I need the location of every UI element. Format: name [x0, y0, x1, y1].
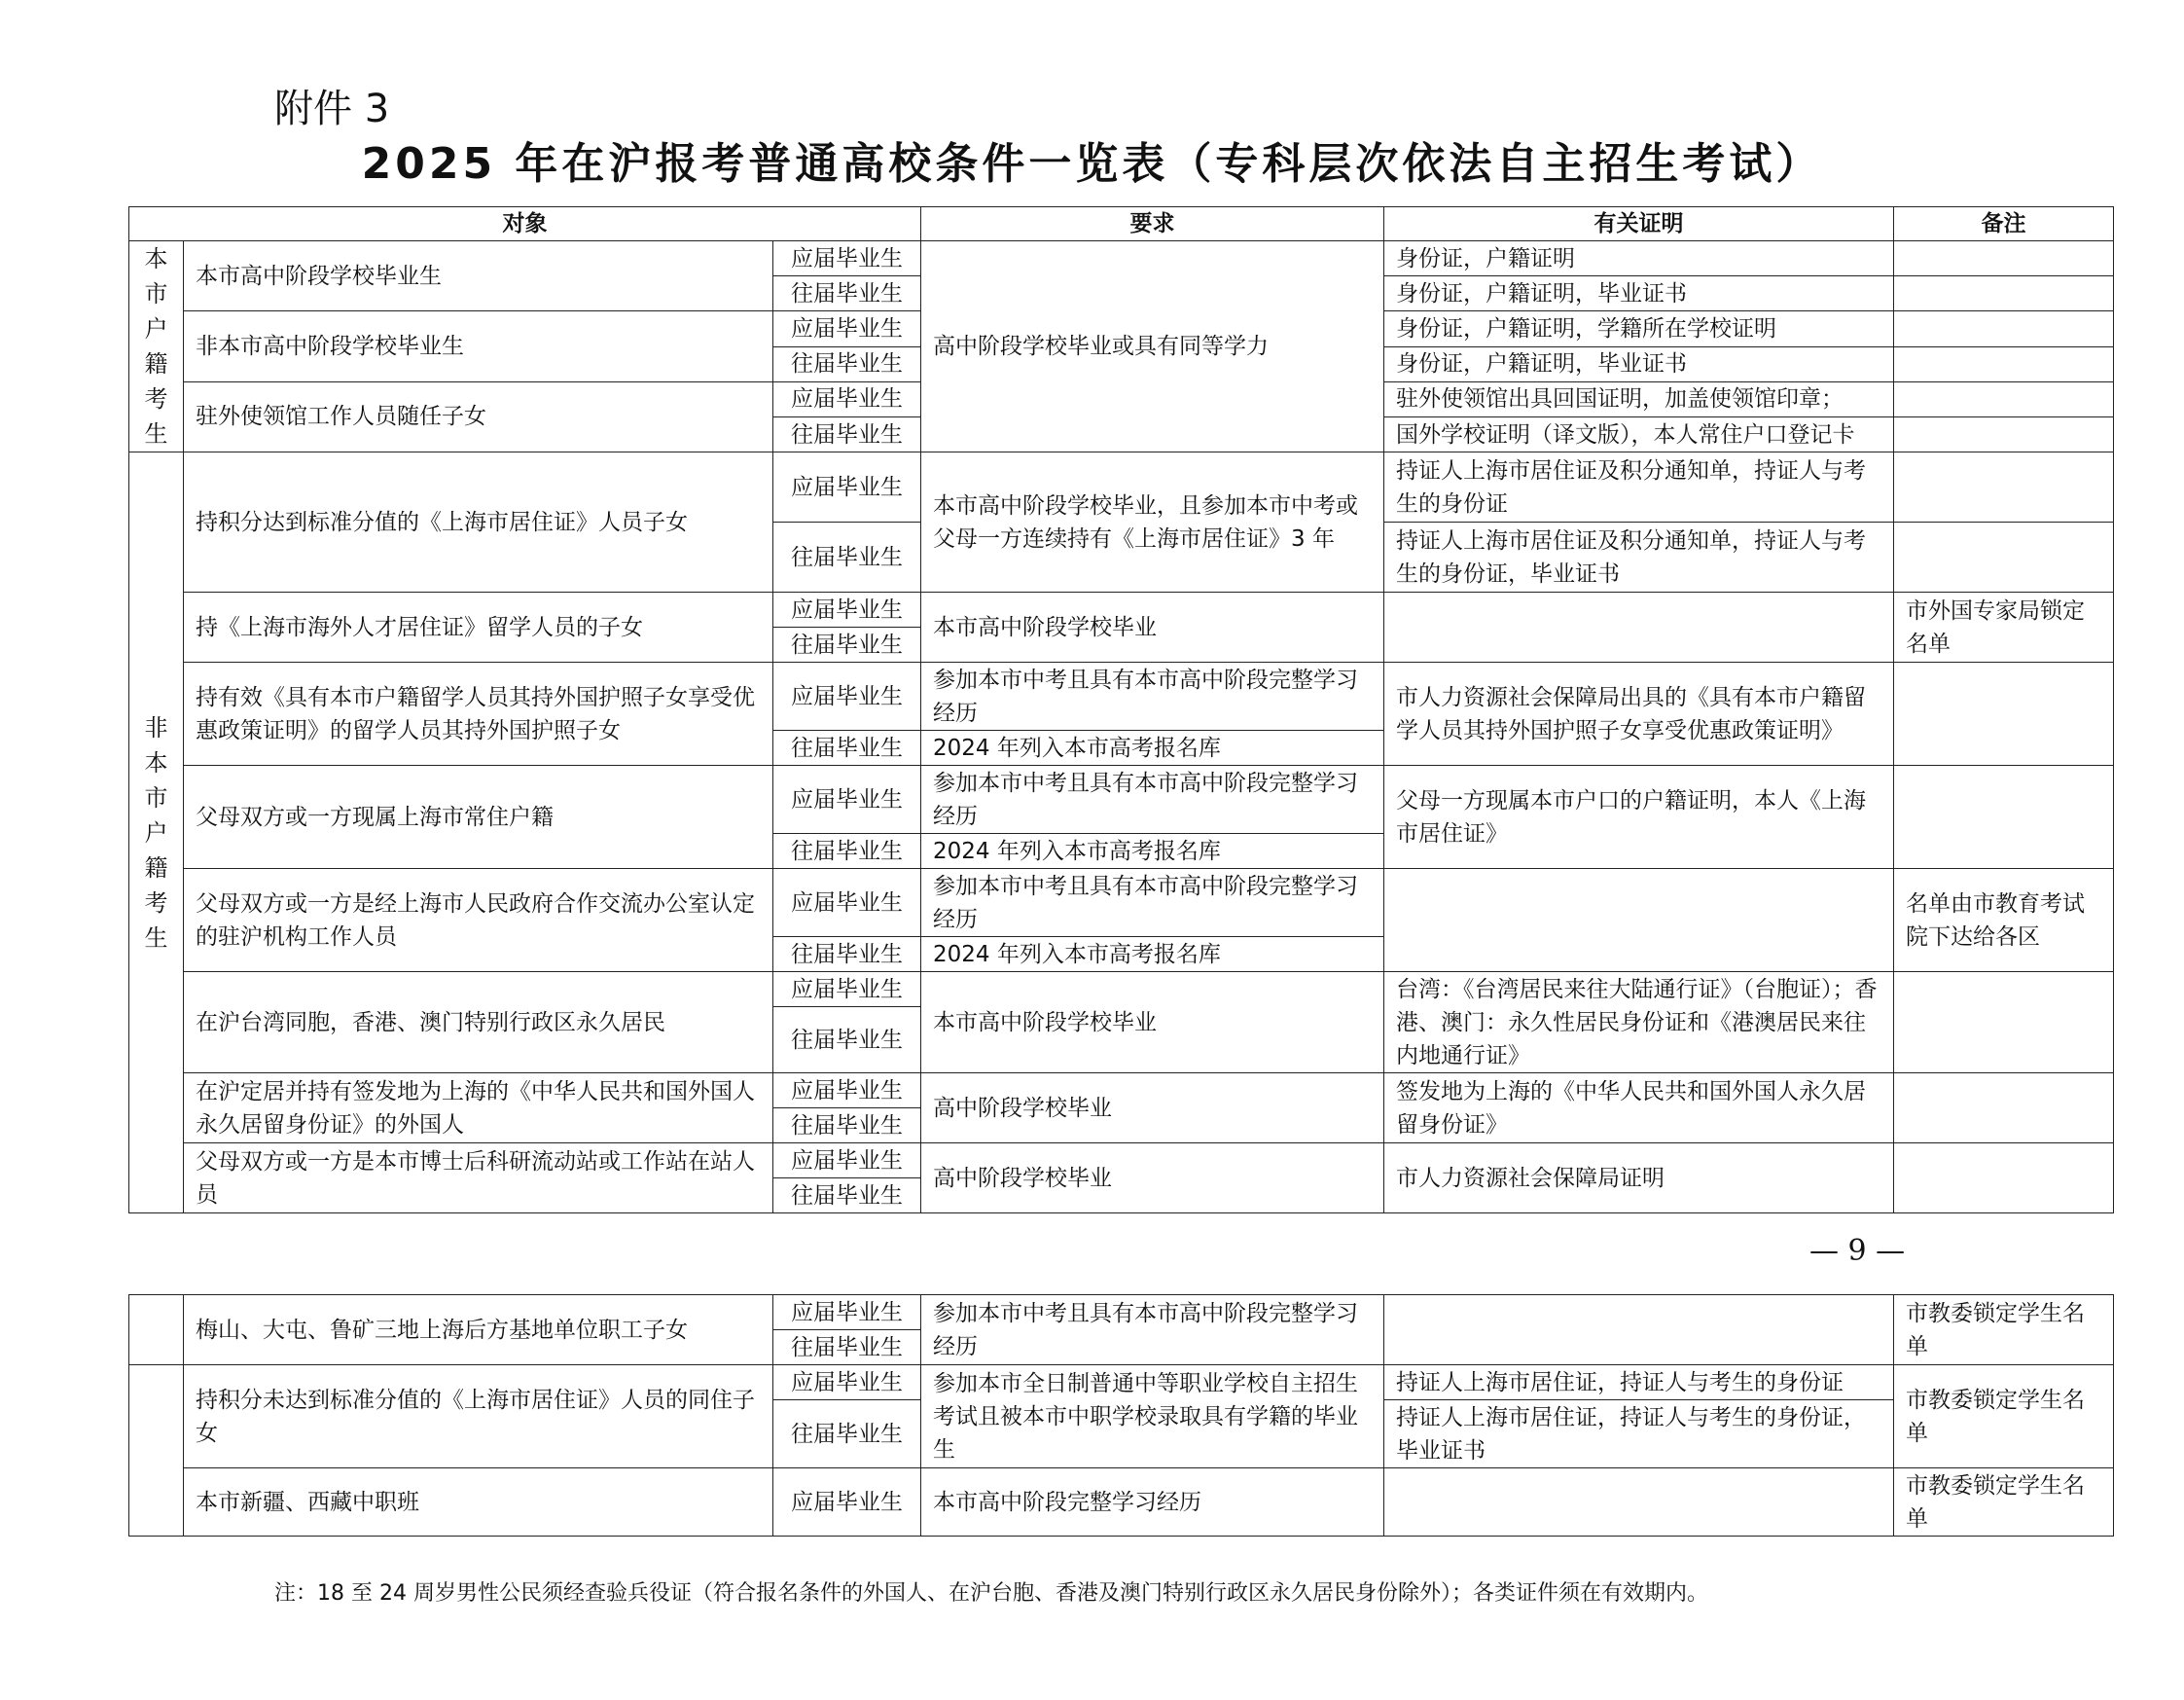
header-proof: 有关证明 [1384, 207, 1894, 241]
remark-cell [1894, 766, 2114, 869]
remark-cell [1894, 417, 2114, 452]
status-past: 往届毕业生 [773, 834, 921, 869]
remark-cell: 市教委锁定学生名单 [1894, 1295, 2114, 1365]
object-cell: 父母双方或一方现属上海市常住户籍 [184, 766, 773, 869]
table-row [129, 1143, 2114, 1178]
table-row [129, 1468, 2114, 1537]
group-local-label [129, 241, 184, 452]
object-cell: 持有效《具有本市户籍留学人员其持外国护照子女享受优惠政策证明》的留学人员其持外国护照子女 [184, 663, 773, 766]
status-past: 往届毕业生 [773, 417, 921, 452]
proof-cell: 父母一方现属本市户口的户籍证明，本人《上海市居住证》 [1384, 766, 1894, 869]
attachment-label: 附件 3 [274, 87, 390, 131]
page-title: 2025 年在沪报考普通高校条件一览表（专科层次依法自主招生考试） [361, 139, 1823, 189]
proof-cell [1384, 593, 1894, 663]
remark-cell: 名单由市教育考试院下达给各区 [1894, 869, 2114, 972]
page-number: — 9 — [1809, 1234, 1906, 1268]
requirement-cell: 本市高中阶段完整学习经历 [921, 1468, 1384, 1537]
proof-cell: 驻外使领馆出具回国证明，加盖使领馆印章； [1384, 381, 1894, 417]
requirement-cell: 2024 年列入本市高考报名库 [921, 731, 1384, 766]
footnote: 注：18 至 24 周岁男性公民须经查验兵役证（符合报名条件的外国人、在沪台胞、香港及澳门特别行政区永久居民身份除外）；各类证件须在有效期内。 [274, 1581, 1708, 1606]
remark-cell [1894, 972, 2114, 1073]
proof-cell: 身份证，户籍证明 [1384, 241, 1894, 276]
remark-cell [1894, 663, 2114, 766]
proof-cell: 持证人上海市居住证，持证人与考生的身份证 [1384, 1365, 1894, 1400]
requirement-cell: 参加本市中考且具有本市高中阶段完整学习经历 [921, 766, 1384, 834]
object-cell: 非本市高中阶段学校毕业生 [184, 311, 773, 382]
conditions-table [128, 206, 2114, 1213]
remark-cell [1894, 276, 2114, 311]
requirement-cell: 参加本市中考且具有本市高中阶段完整学习经历 [921, 1295, 1384, 1365]
object-cell: 持《上海市海外人才居住证》留学人员的子女 [184, 593, 773, 663]
status-fresh: 应届毕业生 [773, 1468, 921, 1537]
header-remark: 备注 [1894, 207, 2114, 241]
remark-cell: 市教委锁定学生名单 [1894, 1468, 2114, 1537]
object-cell: 持积分未达到标准分值的《上海市居住证》人员的同住子女 [184, 1365, 773, 1468]
proof-cell [1384, 1295, 1894, 1365]
status-fresh: 应届毕业生 [773, 663, 921, 731]
remark-cell [1894, 1143, 2114, 1213]
status-fresh: 应届毕业生 [773, 1073, 921, 1108]
proof-cell: 身份证，户籍证明，学籍所在学校证明 [1384, 311, 1894, 347]
status-fresh: 应届毕业生 [773, 311, 921, 347]
object-cell: 梅山、大屯、鲁矿三地上海后方基地单位职工子女 [184, 1295, 773, 1365]
object-cell: 本市高中阶段学校毕业生 [184, 241, 773, 311]
table-row [129, 1073, 2114, 1108]
proof-cell: 持证人上海市居住证及积分通知单，持证人与考生的身份证 [1384, 452, 1894, 523]
status-fresh: 应届毕业生 [773, 766, 921, 834]
status-past: 往届毕业生 [773, 523, 921, 593]
table-row [129, 766, 2114, 834]
requirement-cell: 本市高中阶段学校毕业 [921, 593, 1384, 663]
requirement-cell: 本市高中阶段学校毕业 [921, 972, 1384, 1073]
conditions-table-continued [128, 1294, 2114, 1537]
object-cell: 本市新疆、西藏中职班 [184, 1468, 773, 1537]
status-fresh: 应届毕业生 [773, 381, 921, 417]
table-row [129, 1295, 2114, 1330]
status-fresh: 应届毕业生 [773, 1365, 921, 1400]
table-row [129, 241, 2114, 276]
remark-cell [1894, 241, 2114, 276]
remark-cell [1894, 523, 2114, 593]
remark-cell [1894, 381, 2114, 417]
table-row [129, 972, 2114, 1007]
header-object: 对象 [129, 207, 921, 241]
proof-cell: 持证人上海市居住证及积分通知单，持证人与考生的身份证，毕业证书 [1384, 523, 1894, 593]
group-cell [129, 1295, 184, 1365]
requirement-cell: 本市高中阶段学校毕业，且参加本市中考或父母一方连续持有《上海市居住证》3 年 [921, 452, 1384, 593]
requirement-cell: 2024 年列入本市高考报名库 [921, 834, 1384, 869]
status-past: 往届毕业生 [773, 1400, 921, 1468]
status-fresh: 应届毕业生 [773, 1143, 921, 1178]
object-cell: 持积分达到标准分值的《上海市居住证》人员子女 [184, 452, 773, 593]
requirement-cell: 高中阶段学校毕业 [921, 1143, 1384, 1213]
remark-cell [1894, 311, 2114, 347]
status-past: 往届毕业生 [773, 1108, 921, 1143]
group-local-text: 本市户籍考生 [144, 245, 168, 448]
remark-cell [1894, 346, 2114, 381]
status-fresh: 应届毕业生 [773, 869, 921, 937]
status-past: 往届毕业生 [773, 731, 921, 766]
status-past: 往届毕业生 [773, 1007, 921, 1073]
group-cell [129, 1365, 184, 1537]
requirement-cell: 2024 年列入本市高考报名库 [921, 937, 1384, 972]
proof-cell: 市人力资源社会保障局证明 [1384, 1143, 1894, 1213]
table-row [129, 593, 2114, 628]
status-past: 往届毕业生 [773, 1178, 921, 1213]
object-cell: 父母双方或一方是经上海市人民政府合作交流办公室认定的驻沪机构工作人员 [184, 869, 773, 972]
group-nonlocal-text: 非本市户籍考生 [144, 713, 168, 952]
proof-cell: 身份证，户籍证明，毕业证书 [1384, 276, 1894, 311]
status-past: 往届毕业生 [773, 346, 921, 381]
remark-cell: 市外国专家局锁定名单 [1894, 593, 2114, 663]
requirement-cell: 高中阶段学校毕业 [921, 1073, 1384, 1143]
proof-cell: 市人力资源社会保障局出具的《具有本市户籍留学人员其持外国护照子女享受优惠政策证明》 [1384, 663, 1894, 766]
object-cell: 在沪定居并持有签发地为上海的《中华人民共和国外国人永久居留身份证》的外国人 [184, 1073, 773, 1143]
remark-cell [1894, 1073, 2114, 1143]
table-row [129, 452, 2114, 523]
header-requirement: 要求 [921, 207, 1384, 241]
table-row [129, 869, 2114, 937]
status-past: 往届毕业生 [773, 276, 921, 311]
remark-cell [1894, 452, 2114, 523]
proof-cell: 签发地为上海的《中华人民共和国外国人永久居留身份证》 [1384, 1073, 1894, 1143]
remark-cell: 市教委锁定学生名单 [1894, 1365, 2114, 1468]
requirement-cell: 参加本市中考且具有本市高中阶段完整学习经历 [921, 869, 1384, 937]
status-fresh: 应届毕业生 [773, 1295, 921, 1330]
status-past: 往届毕业生 [773, 937, 921, 972]
status-fresh: 应届毕业生 [773, 593, 921, 628]
proof-cell: 身份证，户籍证明，毕业证书 [1384, 346, 1894, 381]
status-past: 往届毕业生 [773, 1330, 921, 1365]
proof-cell: 持证人上海市居住证，持证人与考生的身份证，毕业证书 [1384, 1400, 1894, 1468]
table-row [129, 1365, 2114, 1400]
object-cell: 父母双方或一方是本市博士后科研流动站或工作站在站人员 [184, 1143, 773, 1213]
proof-cell: 台湾：《台湾居民来往大陆通行证》（台胞证）；香港、澳门：永久性居民身份证和《港澳居民来往内地通行证》 [1384, 972, 1894, 1073]
status-fresh: 应届毕业生 [773, 972, 921, 1007]
requirement-cell: 参加本市中考且具有本市高中阶段完整学习经历 [921, 663, 1384, 731]
group-nonlocal-label [129, 452, 184, 1213]
proof-cell: 国外学校证明（译文版），本人常住户口登记卡 [1384, 417, 1894, 452]
status-past: 往届毕业生 [773, 628, 921, 663]
status-fresh: 应届毕业生 [773, 452, 921, 523]
proof-cell [1384, 1468, 1894, 1537]
requirement-cell: 参加本市全日制普通中等职业学校自主招生考试且被本市中职学校录取具有学籍的毕业生 [921, 1365, 1384, 1468]
requirement-cell: 高中阶段学校毕业或具有同等学力 [921, 241, 1384, 452]
object-cell: 在沪台湾同胞，香港、澳门特别行政区永久居民 [184, 972, 773, 1073]
proof-cell [1384, 869, 1894, 972]
table-row [129, 663, 2114, 731]
status-fresh: 应届毕业生 [773, 241, 921, 276]
object-cell: 驻外使领馆工作人员随任子女 [184, 381, 773, 452]
